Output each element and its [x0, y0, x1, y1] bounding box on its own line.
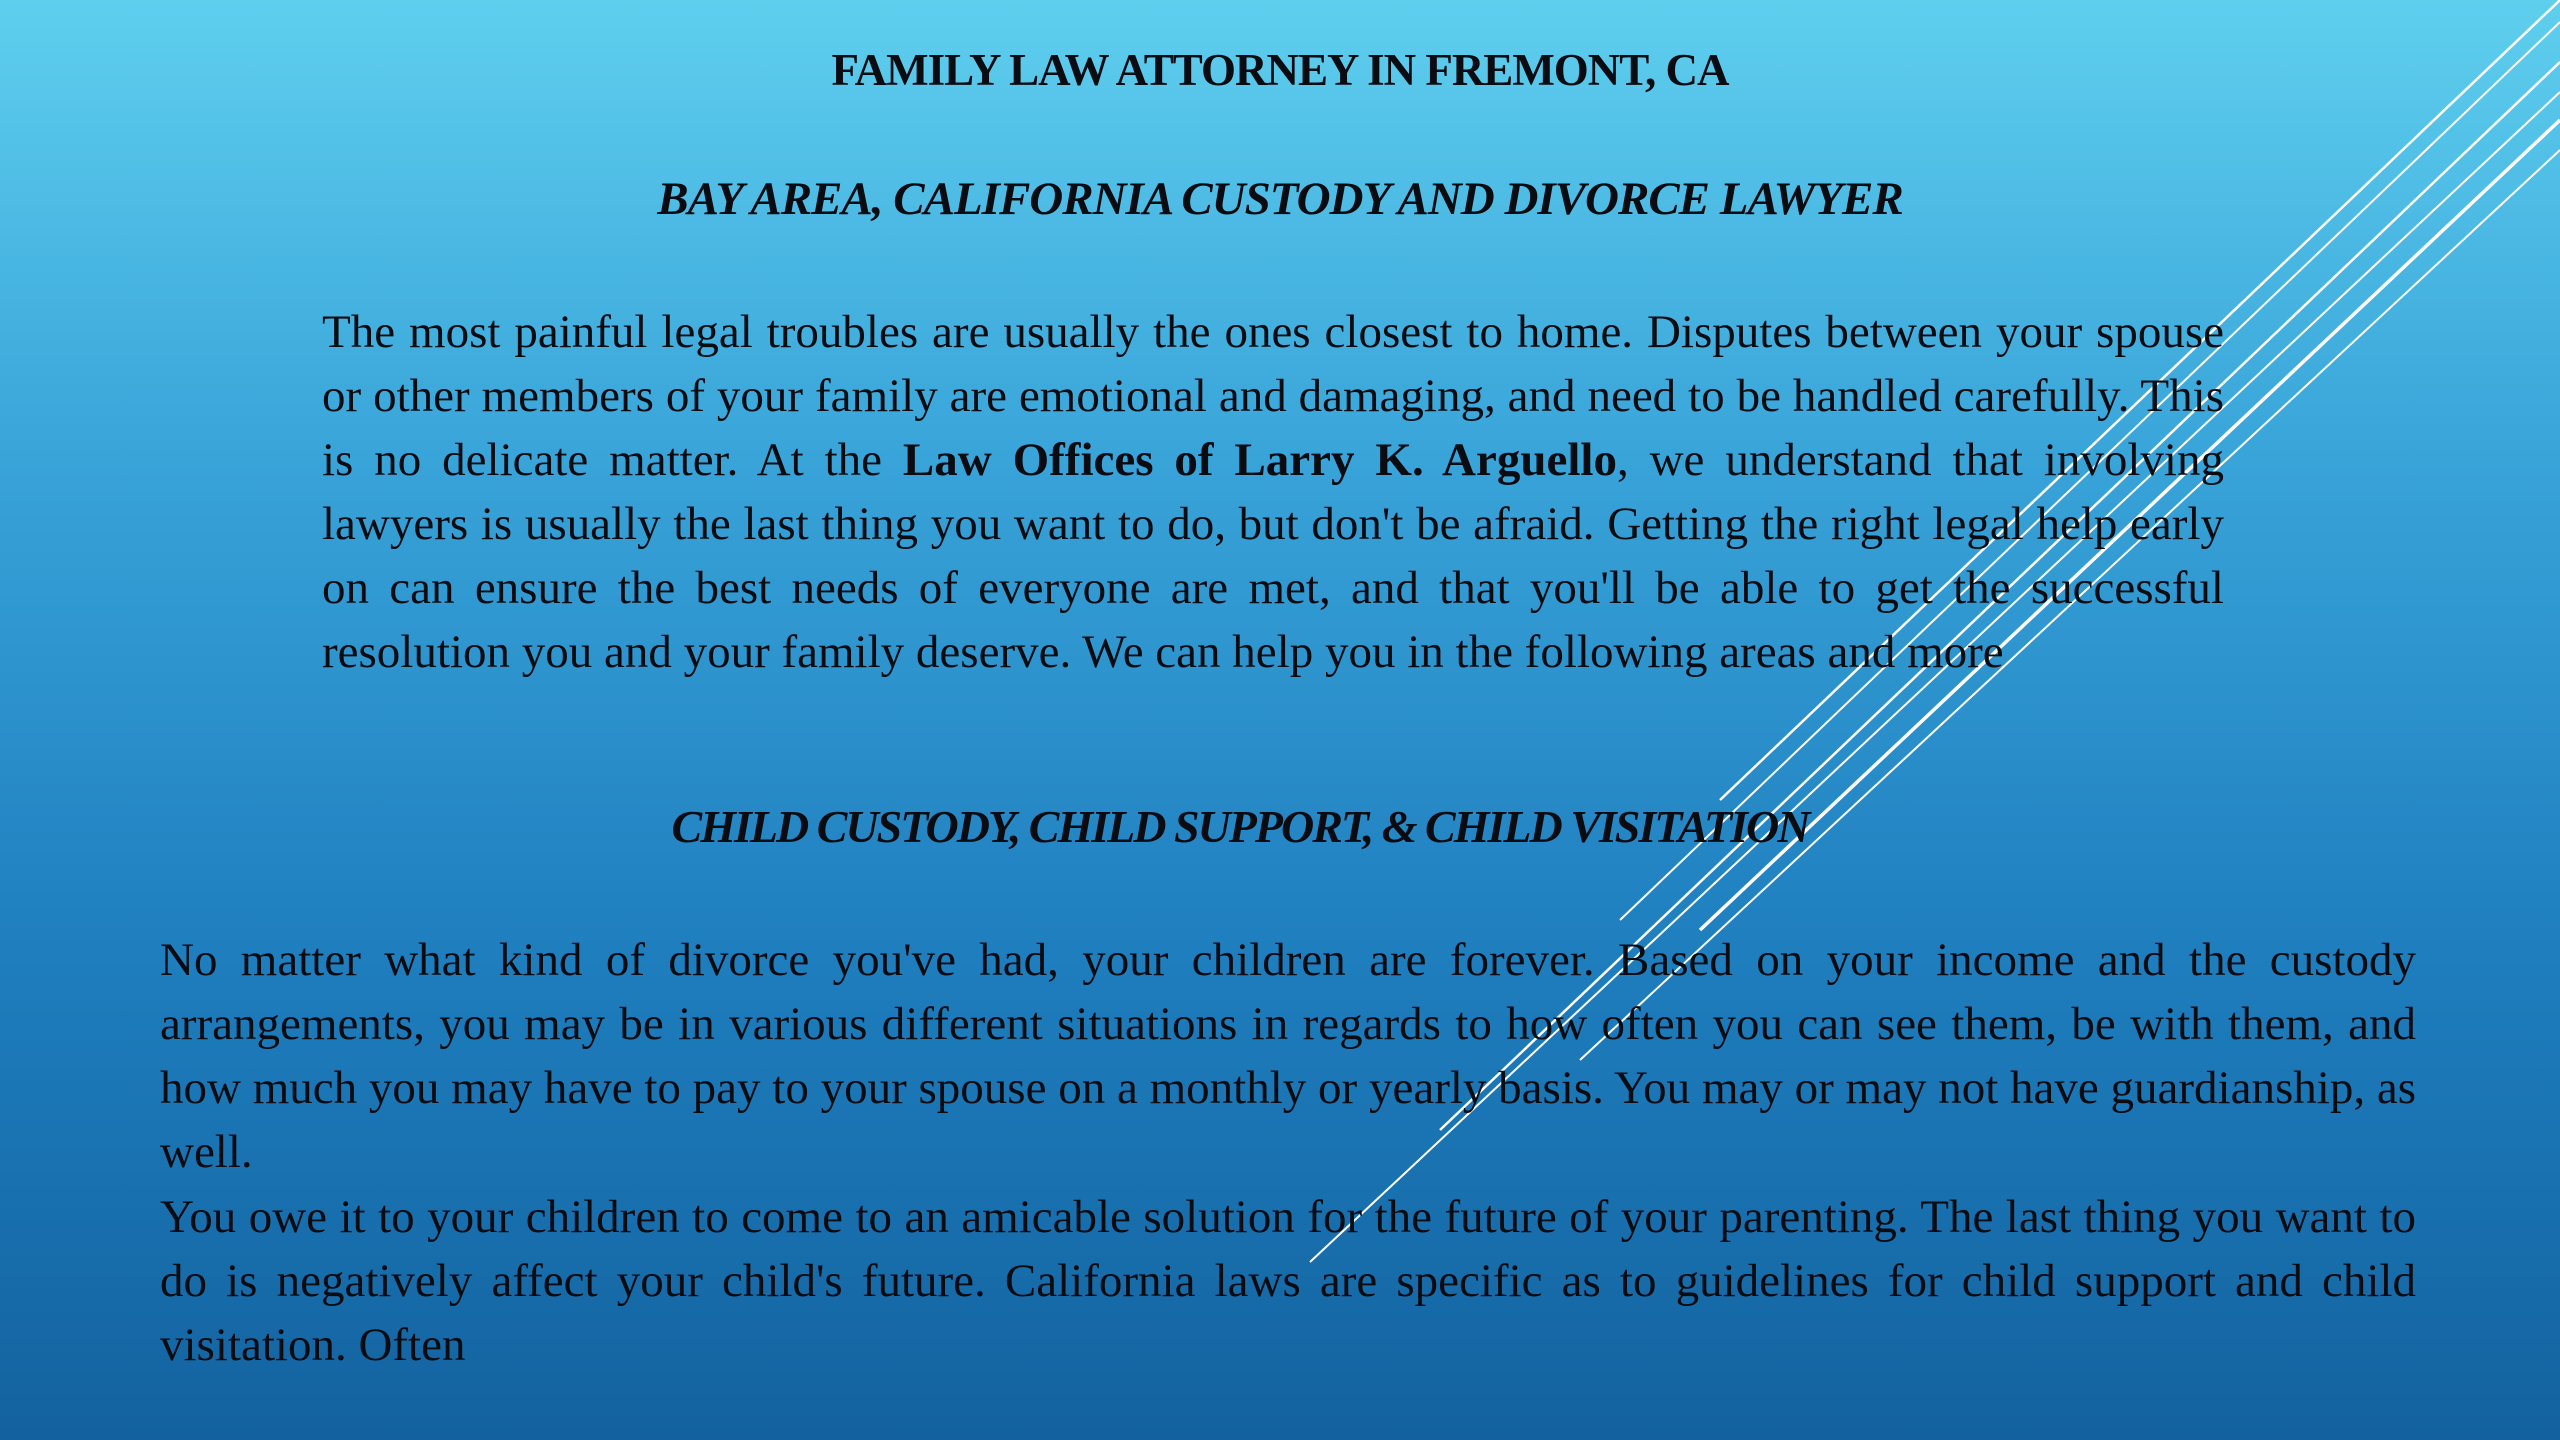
body-paragraph-divorce: No matter what kind of divorce you've had, your children are forever. Based on your income and the custody arrangements, you may be in various different situations in regards to how often you can see them, be with them, and how much you may have to pay to your spouse on a monthly or yearly basis. You may or may not have guardianship, as well. [160, 934, 2416, 1178]
body-paragraph-children: You owe it to your children to come to an amicable solution for the future of your parenting. The last thing you want to do is negatively affect your child's future. California laws are specific as to guidelines for child support and child visitation. Often [160, 1191, 2416, 1371]
intro-text-start: The most painful legal troubles are usually the ones closest to home. Disputes between your spouse or other members of your family are emotional and damaging, and need to be handled carefully. This is no delicate matter. At the [322, 306, 2224, 486]
page-title: FAMILY LAW ATTORNEY IN FREMONT, CA [831, 45, 1729, 95]
firm-name: Law Offices of Larry K. Arguello [902, 434, 1617, 486]
page-subtitle: BAY AREA, CALIFORNIA CUSTODY AND DIVORCE LAWYER [657, 173, 1903, 225]
intro-paragraph [322, 300, 2224, 684]
section-heading: CHILD CUSTODY, CHILD SUPPORT, & CHILD VISITATION [671, 801, 1809, 852]
intro-text-end: , we understand that involving lawyers is usually the last thing you want to do, but don't be afraid. Getting the right legal help early on can ensure the best needs of everyone are met, and that you'll be able to get the successful resolution you and your family deserve. We can help you in the following areas and more [322, 434, 2224, 678]
